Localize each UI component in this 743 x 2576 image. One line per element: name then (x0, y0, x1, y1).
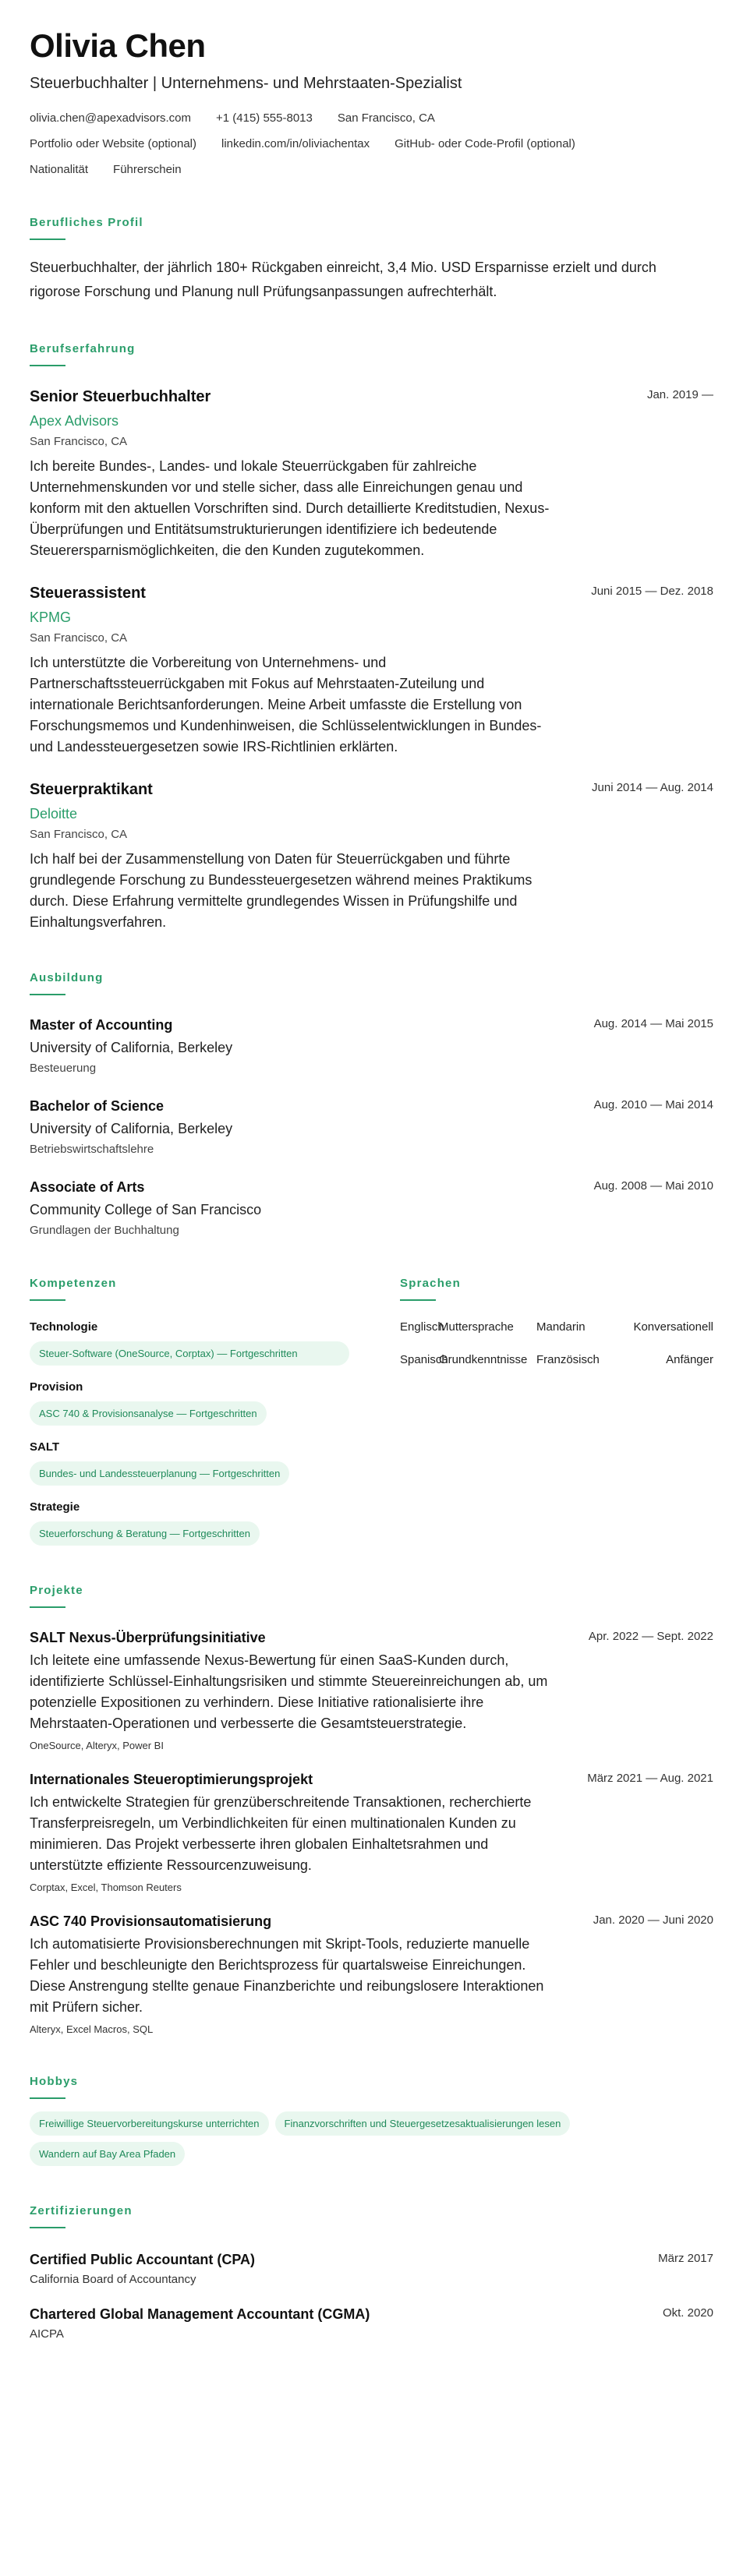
hobby-chip-list (30, 2111, 713, 2166)
section-divider (30, 1606, 65, 1608)
github-link[interactable]: GitHub- oder Code-Profil (optional) (394, 137, 575, 150)
job-company: Deloitte (30, 806, 78, 822)
education-date: Aug. 2014 — Mai 2015 (593, 1017, 713, 1030)
project-date: Jan. 2020 — Juni 2020 (593, 1913, 713, 1927)
skills-languages-row (30, 1276, 713, 1546)
job-date: Juni 2015 — Dez. 2018 (591, 585, 713, 598)
projects-section (30, 1583, 713, 2037)
certification-issuer: California Board of Accountancy (30, 2273, 196, 2286)
education-entry (30, 1016, 713, 1076)
education-school: Community College of San Francisco (30, 1202, 262, 1217)
section-divider (30, 239, 65, 240)
education-degree: Master of Accounting (30, 1017, 173, 1033)
education-date: Aug. 2008 — Mai 2010 (593, 1179, 713, 1193)
hobby-chip: Wandern auf Bay Area Pfaden (30, 2142, 185, 2166)
language-level: Muttersprache (439, 1320, 514, 1334)
project-title: Internationales Steueroptimierungsprojekt (30, 1772, 313, 1787)
job-entry (30, 387, 713, 561)
project-entry (30, 1628, 713, 1753)
education-field: Grundlagen der Buchhaltung (30, 1224, 179, 1237)
phone-link[interactable]: +1 (415) 555-8013 (216, 111, 313, 125)
project-date: März 2021 — Aug. 2021 (587, 1772, 713, 1785)
skill-category: Technologie (30, 1320, 98, 1334)
job-description: Ich bereite Bundes-, Landes- und lokale Steuerrückgaben für zahlreiche Unternehmenskunden vor und stelle sicher, dass alle Einreichungen genau und konform mit den aktuellen Vorschriften sind. Durch detaillierte Kreditstudien, Nexus-Überprüfungen und Entitätsumstrukturierungen identifiziere ich bedeutende Steuerersparnismöglichkeiten, die den Kunden zugutekommen. (30, 458, 550, 558)
candidate-name: Olivia Chen (30, 27, 206, 64)
job-location: San Francisco, CA (30, 435, 128, 448)
certification-date: März 2017 (658, 2252, 713, 2265)
language-level: Grundkenntnisse (439, 1353, 528, 1366)
job-location: San Francisco, CA (30, 828, 128, 841)
section-title: Kompetenzen (30, 1277, 117, 1290)
section-divider (30, 994, 65, 995)
certification-date: Okt. 2020 (662, 2306, 713, 2320)
education-school: University of California, Berkeley (30, 1121, 233, 1136)
project-entry (30, 1912, 713, 2037)
language-level: Konversationell (633, 1320, 713, 1334)
education-field: Betriebswirtschaftslehre (30, 1143, 154, 1156)
hobbies-section (30, 2074, 713, 2166)
section-title: Projekte (30, 1584, 83, 1597)
education-entry (30, 1178, 713, 1239)
education-degree: Associate of Arts (30, 1179, 145, 1195)
project-date: Apr. 2022 — Sept. 2022 (588, 1630, 713, 1643)
language-name: Spanisch (400, 1353, 448, 1366)
resume-header (30, 27, 713, 178)
section-divider (30, 2227, 65, 2228)
education-entry (30, 1097, 713, 1157)
certification-entry (30, 2305, 713, 2342)
candidate-subtitle: Steuerbuchhalter | Unternehmens- und Mehrstaaten-Spezialist (30, 75, 462, 92)
section-title: Berufserfahrung (30, 342, 136, 355)
job-date: Jan. 2019 — (646, 388, 713, 401)
skill-category: Provision (30, 1380, 83, 1394)
language-name: Französisch (536, 1353, 600, 1366)
contact-row (30, 111, 713, 126)
certification-issuer: AICPA (30, 2327, 64, 2341)
section-divider (400, 1299, 436, 1301)
job-entry (30, 583, 713, 758)
skill-category: SALT (30, 1440, 60, 1454)
certification-entry (30, 2250, 713, 2288)
education-degree: Bachelor of Science (30, 1098, 165, 1114)
location-text: San Francisco, CA (337, 111, 435, 125)
skill-chip: Steuer-Software (OneSource, Corptax) — Fortgeschritten (30, 1341, 349, 1366)
personal-row (30, 162, 713, 178)
project-description: Ich automatisierte Provisionsberechnungen mit Skript-Tools, reduzierte manuelle Fehler und beschleunigte den Berichtsprozess für quartalsweise Einreichungen. Diese Anstrengung stellte genaue Finanzberichte und reibungslosere Interaktionen mit Prüfern sicher. (30, 1936, 544, 2015)
education-section (30, 970, 713, 1239)
certification-name: Chartered Global Management Accountant (CGMA) (30, 2306, 370, 2322)
job-title: Steuerassistent (30, 585, 146, 602)
job-entry (30, 779, 713, 933)
job-date: Juni 2014 — Aug. 2014 (592, 781, 713, 794)
languages-grid (400, 1320, 713, 1368)
project-description: Ich leitete eine umfassende Nexus-Bewertung für einen SaaS-Kunden durch, identifizierte Schlüssel-Einhaltungsrisiken und stimmte Steuereinreichungen ab, um potenzielle Expositionen zu verhindern. Diese Initiative rationalisierte ihre Mehrstaaten-Operationen und verbesserte die Gesamtsteuerstrategie. (30, 1652, 548, 1731)
certification-name: Certified Public Accountant (CPA) (30, 2252, 256, 2267)
skill-chip: Steuerforschung & Beratung — Fortgeschritten (30, 1521, 260, 1546)
skill-group (30, 1500, 369, 1546)
languages-section (400, 1276, 713, 1546)
hobby-chip: Freiwillige Steuervorbereitungskurse unterrichten (30, 2111, 269, 2136)
job-location: San Francisco, CA (30, 631, 128, 645)
skill-category: Strategie (30, 1500, 80, 1514)
section-title: Ausbildung (30, 971, 104, 984)
links-row (30, 136, 713, 152)
skill-group (30, 1440, 369, 1486)
section-divider (30, 365, 65, 366)
job-description: Ich unterstützte die Vorbereitung von Unternehmens- und Partnerschaftssteuerrückgaben mit Fokus auf Mehrstaaten-Zuteilung und internationale Berichtsanforderungen. Meine Arbeit umfasste die Erstellung von Forschungsmemos und Kundenhinweisen, die Schlüsselentwicklungen in Bundes- und Landessteuergesetzen sowie IRS-Richtlinien erklärten. (30, 655, 542, 754)
skill-group (30, 1380, 369, 1426)
language-level: Anfänger (666, 1353, 713, 1366)
section-title: Berufliches Profil (30, 216, 143, 229)
project-tools: Corptax, Excel, Thomson Reuters (30, 1882, 182, 1893)
job-title: Senior Steuerbuchhalter (30, 388, 211, 405)
job-company: KPMG (30, 610, 72, 625)
education-date: Aug. 2010 — Mai 2014 (593, 1098, 713, 1111)
certifications-section (30, 2203, 713, 2342)
language-name: Mandarin (536, 1320, 586, 1334)
section-title: Sprachen (400, 1277, 461, 1290)
nationality-text: Nationalität (30, 163, 89, 176)
job-description: Ich half bei der Zusammenstellung von Daten für Steuerrückgaben und führte grundlegende Forschung zu Bundessteuergesetzen während meines Praktikums durch. Diese Erfahrung vermittelte grundlegendes Wissen in Prüfungshilfe und Einhaltungsverfahren. (30, 851, 532, 930)
profile-text: Steuerbuchhalter, der jährlich 180+ Rückgaben einreicht, 3,4 Mio. USD Ersparnisse erzielt und durch rigorose Forschung und Planung null Prüfungsanpassungen aufrechterhält. (30, 260, 656, 299)
job-company: Apex Advisors (30, 413, 119, 429)
portfolio-link[interactable]: Portfolio oder Website (optional) (30, 137, 196, 150)
project-tools: OneSource, Alteryx, Power BI (30, 1740, 164, 1751)
skill-chip: ASC 740 & Provisionsanalyse — Fortgeschritten (30, 1401, 267, 1426)
project-title: ASC 740 Provisionsautomatisierung (30, 1913, 272, 1929)
section-divider (30, 2097, 65, 2099)
skill-group (30, 1320, 369, 1366)
profile-section (30, 215, 713, 304)
experience-section (30, 341, 713, 933)
project-tools: Alteryx, Excel Macros, SQL (30, 2023, 154, 2035)
skills-section (30, 1276, 369, 1546)
education-field: Besteuerung (30, 1062, 97, 1075)
skill-chip: Bundes- und Landessteuerplanung — Fortgeschritten (30, 1461, 289, 1486)
project-title: SALT Nexus-Überprüfungsinitiative (30, 1630, 266, 1645)
section-divider (30, 1299, 65, 1301)
section-title: Zertifizierungen (30, 2204, 133, 2217)
license-text: Führerschein (113, 163, 182, 176)
project-description: Ich entwickelte Strategien für grenzüberschreitende Transaktionen, recherchierte Transferpreisregeln, um Verbindlichkeiten für einen multinationalen Kunden zu minimieren. Das Projekt verbesserte ihren globalen Einhaltetsrahmen und unterstützte effiziente Ressourcenzuweisung. (30, 1794, 532, 1873)
job-title: Steuerpraktikant (30, 781, 153, 798)
hobby-chip: Finanzvorschriften und Steuergesetzesaktualisierungen lesen (275, 2111, 571, 2136)
language-name: Englisch (400, 1320, 444, 1334)
email-link[interactable]: olivia.chen@apexadvisors.com (30, 111, 191, 125)
linkedin-link[interactable]: linkedin.com/in/oliviachentax (221, 137, 370, 150)
education-school: University of California, Berkeley (30, 1040, 233, 1055)
project-entry (30, 1770, 713, 1895)
section-title: Hobbys (30, 2075, 79, 2088)
